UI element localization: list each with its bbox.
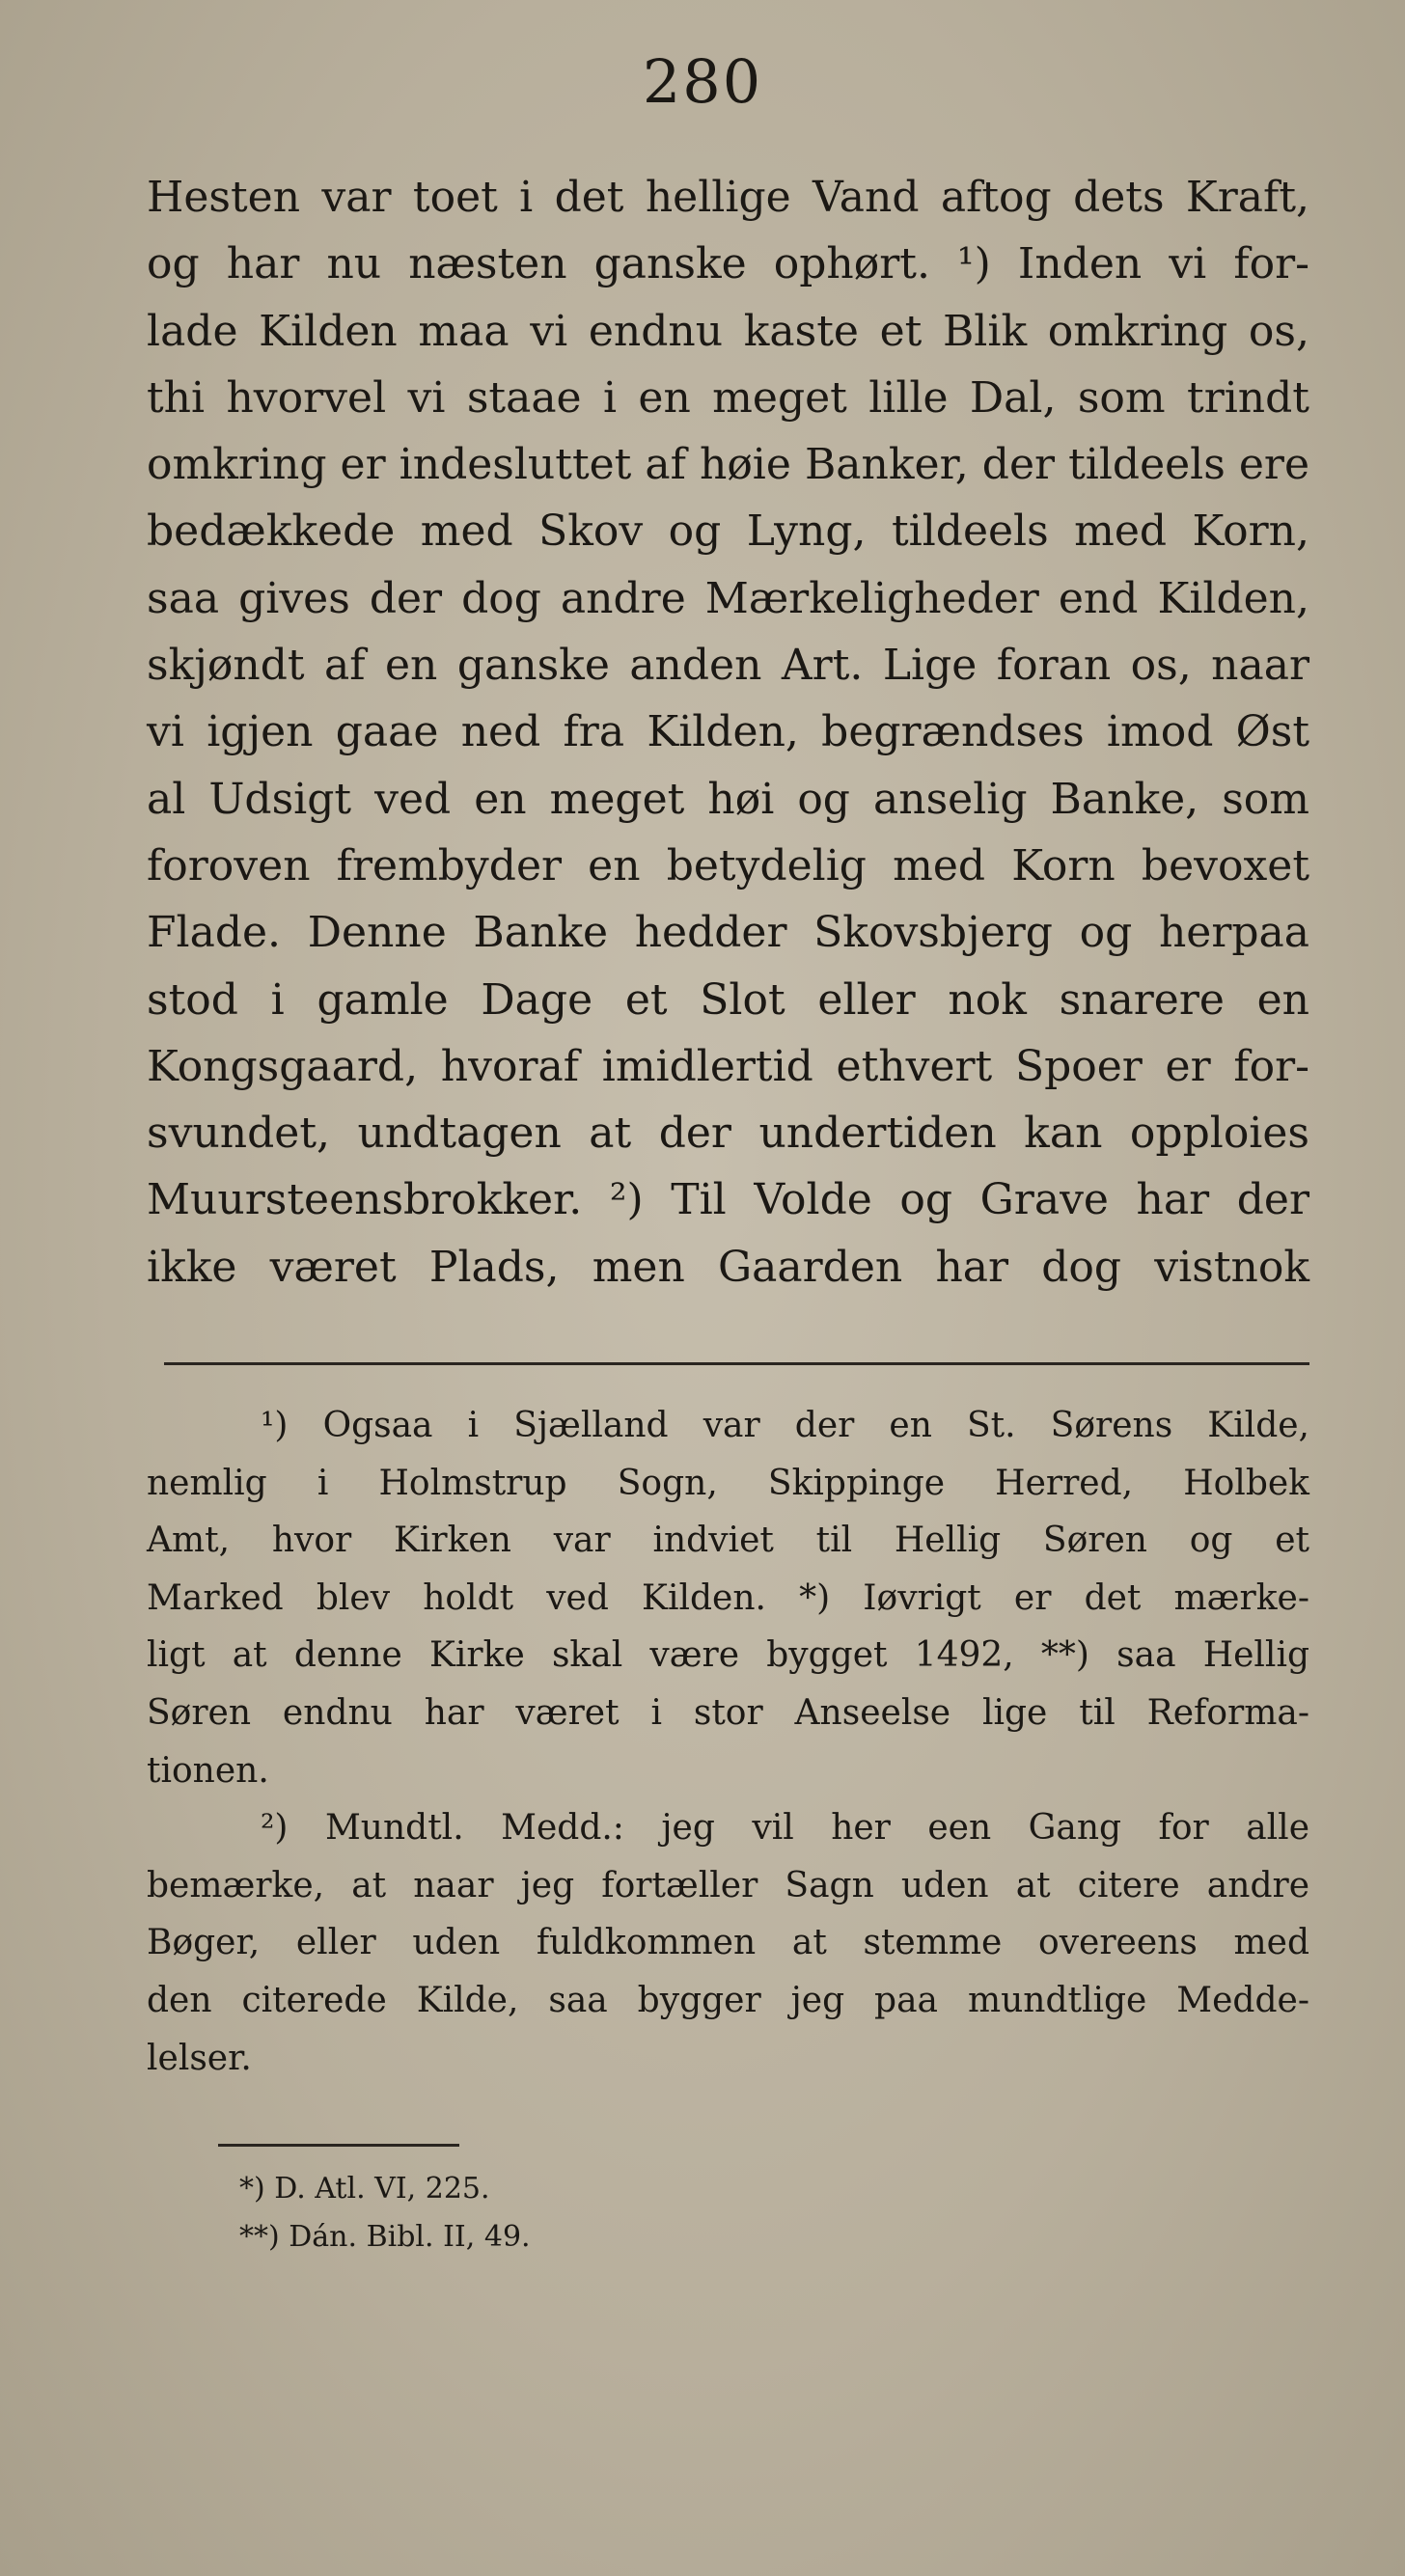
footnote-1-line: nemlig i Holmstrup Sogn, Skippinge Herred, Holbek	[147, 1463, 1309, 1503]
footnotes	[147, 1397, 1309, 2087]
footnote-1-line: Marked blev holdt ved Kilden. *) Iøvrigt er det mærke-	[147, 1577, 1309, 1618]
text-line: Kongsgaard, hvoraf imidlertid ethvert Spoer er for-	[147, 1041, 1309, 1091]
footnote-1-line: Amt, hvor Kirken var indviet til Hellig Søren og et	[147, 1521, 1309, 1561]
text-line: al Udsigt ved en meget høi og anselig Banke, som	[147, 774, 1309, 824]
footnote-2-line: den citerede Kilde, saa bygger jeg paa mundtlige Medde-	[147, 1980, 1309, 2020]
text-line: stod i gamle Dage et Slot eller nok snarere en	[147, 974, 1309, 1025]
text-line: foroven frembyder en betydelig med Korn bevoxet	[147, 840, 1309, 891]
text-line: ikke været Plads, men Gaarden har dog vistnok	[147, 1242, 1309, 1292]
text-line: Hesten var toet i det hellige Vand aftog dets Kraft,	[147, 173, 1309, 222]
footnote-2-line: bemærke, at naar jeg fortæller Sagn uden at citere andre	[147, 1865, 1309, 1905]
footnote-1-line: ligt at denne Kirke skal være bygget 1492, **) saa Hellig	[147, 1635, 1309, 1676]
footnote-1-line: ¹) Ogsaa i Sjælland var der en St. Sørens Kilde,	[261, 1406, 1309, 1445]
text-line: bedækkede med Skov og Lyng, tildeels med Korn,	[147, 507, 1309, 557]
footnote-2-line: lelser.	[147, 2038, 252, 2078]
page-number: 280	[642, 46, 763, 117]
subnotes	[239, 2165, 915, 2261]
footnote-2-line: ²) Mundtl. Medd.: jeg vil her een Gang for alle	[261, 1808, 1309, 1849]
text-line: vi igjen gaae ned fra Kilden, begrændses imod Øst	[147, 707, 1309, 757]
footnote-divider	[164, 1362, 1309, 1365]
subnote-line: *) D. Atl. VI, 225.	[239, 2172, 490, 2206]
footnote-1-line: tionen.	[147, 1750, 269, 1791]
text-line: skjøndt af en ganske anden Art. Lige foran os, naar	[147, 641, 1309, 691]
text-line: omkring er indesluttet af høie Banker, der tildeels ere	[147, 440, 1309, 490]
main-text	[147, 164, 1309, 1301]
text-line: Flade. Denne Banke hedder Skovsbjerg og herpaa	[147, 908, 1309, 958]
footnote-2-line: Bøger, eller uden fuldkommen at stemme overeens med	[147, 1923, 1309, 1963]
text-line: saa gives der dog andre Mærkeligheder end Kilden,	[147, 573, 1309, 623]
text-line: lade Kilden maa vi endnu kaste et Blik omkring os,	[147, 306, 1309, 356]
footnote-1-line: Søren endnu har været i stor Anseelse lige til Reforma-	[147, 1692, 1309, 1733]
text-line: Muursteensbrokker. ²) Til Volde og Grave har der	[147, 1175, 1309, 1225]
text-line: svundet, undtagen at der undertiden kan opploies	[147, 1109, 1309, 1159]
text-line: thi hvorvel vi staae i en meget lille Dal, som trindt	[147, 372, 1309, 423]
text-line: og har nu næsten ganske ophørt. ¹) Inden vi for-	[147, 239, 1309, 289]
subnote-divider	[218, 2144, 459, 2147]
subnote-line: **) Dán. Bibl. II, 49.	[239, 2220, 531, 2254]
